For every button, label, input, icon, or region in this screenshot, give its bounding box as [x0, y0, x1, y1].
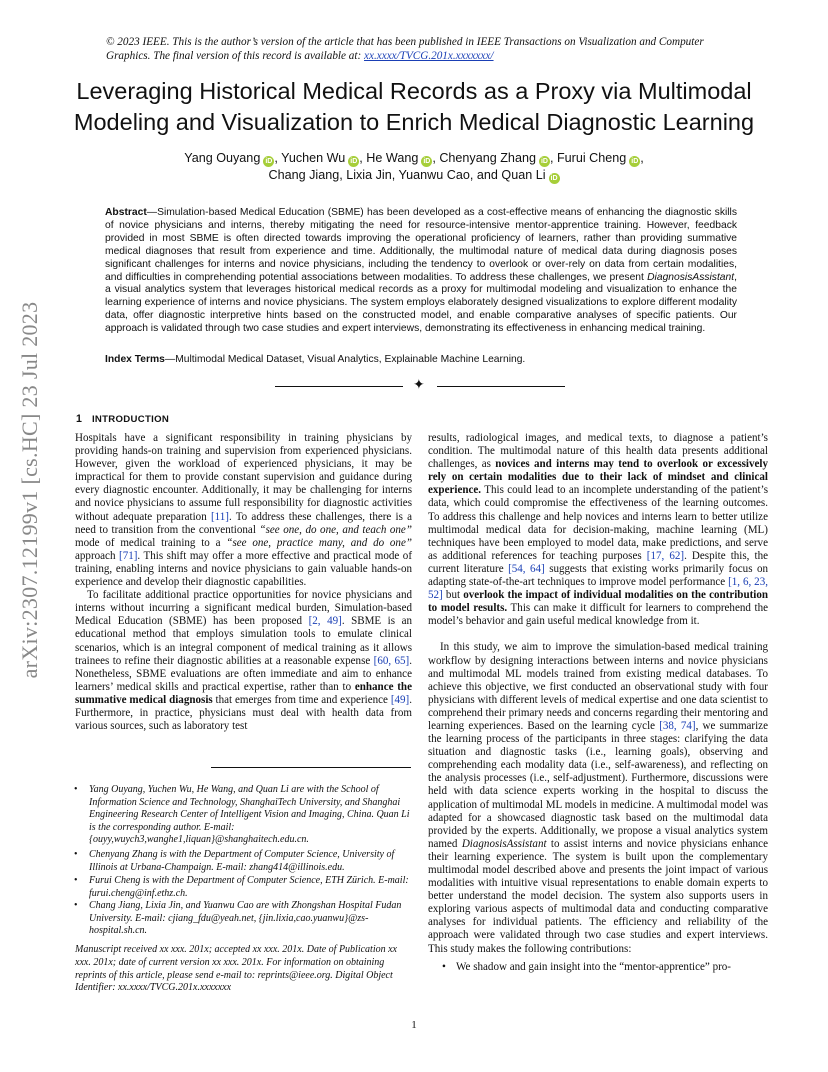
orcid-icon[interactable]: iD	[540, 158, 548, 165]
orcid-icon[interactable]: iD	[265, 158, 273, 165]
contribution-list-item: • We shadow and gain insight into the “mentor-apprentice” pro-	[442, 960, 731, 973]
right-column	[428, 432, 768, 974]
author-name: Yang Ouyang	[184, 151, 261, 165]
footnote: • Furui Cheng is with the Department of Computer Science, ETH Zürich. E-mail: furui.cheng@inf.ethz.ch.	[74, 875, 409, 899]
divider-line	[275, 386, 403, 387]
author-line-2	[100, 167, 728, 184]
citation-link[interactable]: [1, 6, 23, 52]	[428, 576, 768, 602]
author-name: Yuchen Wu	[281, 151, 346, 165]
paper-title: Leveraging Historical Medical Records as a Proxy via Multimodal Modeling and Visualization to Enrich Medical Diagnostic Learning	[73, 78, 755, 135]
author-list	[100, 150, 728, 184]
index-terms-label: Index Terms	[105, 354, 165, 365]
author-names: Chang Jiang, Lixia Jin, Yuanwu Cao, and Quan Li	[268, 168, 546, 182]
paragraph: To facilitate additional practice opportunities for novice physicians and interns without incurring a significant medical burden, Simulation-based Medical Education (SBME) has been proposed [2, 49]. SBME is an educational method that employs simulation tools to emulate clinical scenarios, which is an integral component of medical training as it allows trainees to refine their diagnostic abilities at a reasonable expense [60, 65]. Nonetheless, SBME evaluations are often immediate and aim to enhance learners’ medical skills and practical expertise, rather than to enhance the summative medical diagnosis that emerges from time and experience [49]. Furthermore, in practice, physicians must deal with health data from various sources, such as laboratory test	[75, 589, 412, 733]
author-line-1: Yang Ouyang iD , Yuchen Wu iD , He Wang iD , Chenyang Zhang iD , Furui Cheng iD ,	[184, 151, 644, 165]
citation-link[interactable]: [38, 74]	[659, 719, 696, 732]
paragraph: results, radiological images, and medical texts, to diagnose a patient’s condition. The multimodal nature of this health data presents additional challenges, as novices and interns may tend to overlook or excessively rely on certain modalities due to their lack of mindset and clinical experience. This could lead to an incomplete understanding of the patient’s data, which could compromise the effectiveness of the learning outcomes. To address this challenge and help novices and interns learn to better utilize multimodal medical data for decision-making, machine learning (ML) techniques have been employed to model data, make predictions, and serve as additional references for teaching purposes [17, 62]. Despite this, the current literature [54, 64] suggests that existing works primarily focus on adapting state-of-the-art techniques to improve model performance [1, 6, 23, 52] but overlook the impact of individual modalities on the contribution to model results. This can make it difficult for learners to comprehend the model’s behavior and gain useful medical knowledge from it.	[428, 432, 769, 628]
manuscript-info: Manuscript received xx xxx. 201x; accepted xx xxx. 201x. Date of Publication xx xxx. 201x; date of current version xx xxx. 201x. For information on obtaining reprints of this article, please send e-mail to: reprints@ieee.org. Digital Object Identifier: xx.xxxx/TVCG.201x.xxxxxxx	[75, 944, 397, 994]
doi-link[interactable]: xx.xxxx/TVCG.201x.xxxxxxx/	[364, 50, 494, 62]
abstract	[105, 207, 737, 336]
citation-link[interactable]: [11]	[210, 510, 229, 523]
section-title: INTRODUCTION	[91, 414, 170, 425]
citation-link[interactable]: [60, 65]	[373, 654, 410, 667]
index-terms	[105, 353, 737, 366]
page-number: 1	[411, 1019, 417, 1031]
orcid-icon[interactable]: iD	[423, 158, 431, 165]
author-name: Furui Cheng	[556, 151, 627, 165]
section-number: 1	[76, 413, 83, 425]
paragraph: In this study, we aim to improve the simulation-based medical training workflow by designing interactions between interns and novice physicians and multimodal ML models trained from existing medical databases. To achieve this objective, we first conducted an observational study with four physicians with different levels of medical expertise and one data scientist to comprehend their primary needs and concerns regarding their mentoring and learning experiences. Based on the learning cycle [38, 74], we summarize the learning process of the participants in three stages: clarifying the data situation and diagnostic tasks (i.e., learning goals), observing and comprehending each modality data (i.e., self-awareness), and reflecting on the analysis processes (i.e., self-adjustment). Furthermore, discussions were held with data science experts working in the hospital to discuss the application of multimodal ML models in medicine. A multimodal model was adapted for a showcased diagnostic task based on the multimodal data provided by the experts. Additionally, we propose a visual analytics system named DiagnosisAssistant to assist interns and novice physicians enhance their learning experience. The system is built upon the complementary multimodal model described above and presents the joint impact of various modalities with intuitive visual representations to enable domain experts to better understand the model decision. The system also supports users in exploring various aspects of multimodal data and conducting comparative analyses for individual patients. The efficiency and reliability of the approach were validated through two case studies and expert interviews. This study makes the following contributions:	[428, 641, 768, 955]
orcid-icon[interactable]: iD	[350, 158, 358, 165]
citation-link[interactable]: [71]	[119, 549, 138, 562]
orcid-icon[interactable]: iD	[550, 175, 558, 182]
footnote-rule	[211, 767, 411, 768]
footnote: • Chenyang Zhang is with the Department of Computer Science, University of Illinois at Urbana-Champaign. E-mail: zhang414@illinois.edu.	[74, 849, 395, 873]
system-name: DiagnosisAssistant	[647, 271, 735, 283]
left-column	[75, 432, 412, 733]
divider-line	[437, 386, 565, 387]
abstract-text: , a visual analytics system that leverages historical medical records as a proxy for multimodal modeling and visualization to enhance the learning experience of interns and novice physicians. The system employs elaborately designed visualizations to explore different modality data, offer diagnostic interpretive hints based on the constructed model, and enable comparative analyses of specific patients. Our approach is validated through two case studies and expert interviews, demonstrating its effectiveness in enhancing medical training.	[105, 271, 737, 335]
citation-link[interactable]: [54, 64]	[508, 562, 545, 575]
section-heading	[76, 413, 169, 425]
diamond-icon: ✦	[413, 378, 425, 393]
citation-link[interactable]: [2, 49]	[308, 615, 342, 628]
author-name: Chenyang Zhang	[439, 151, 536, 165]
abstract-label: Abstract	[105, 207, 147, 218]
copyright-notice: © 2023 IEEE. This is the author’s version of the article that has been published in IEEE Transactions on Visualization and Computer Graphics. The final version of this record is available at: xx.xxxx/TVCG.201x.xxxxxxx/	[106, 36, 704, 62]
footnote: • Chang Jiang, Lixia Jin, and Yuanwu Cao are with Zhongshan Hospital Fudan University. E-mail: cjiang_fdu@yeah.net, {jin.lixia,cao.yuanwu}@zs-hospital.sh.cn.	[74, 900, 402, 937]
index-terms-text: —Multimodal Medical Dataset, Visual Analytics, Explainable Machine Learning.	[164, 354, 526, 365]
section-divider	[275, 380, 565, 394]
citation-link[interactable]: [49]	[390, 693, 410, 706]
arxiv-stamp-text: arXiv:2307.12199v1 [cs.HC] 23 Jul 2023	[17, 301, 42, 679]
author-name: He Wang	[366, 151, 419, 165]
orcid-icon[interactable]: iD	[631, 158, 639, 165]
abstract-text: —Simulation-based Medical Education (SBME) has been developed as a cost-effective means of enhancing the diagnostic skills of novice physicians and interns, thereby mitigating the need for resource-intensive mentor-apprentice training. However, feedback provided in most SBME is often directed towards improving the operational proficiency of learners, rather than providing summative medical diagnoses that result from experience and time. Additionally, the multimodal nature of medical data during diagnosis poses significant challenges for interns and novice physicians, including the tendency to overlook or over-rely on data from certain modalities, and difficulties in comprehending potential associations between modalities. To address these challenges, we present	[105, 207, 737, 283]
paragraph: Hospitals have a significant responsibility in training physicians by providing hands-on training and supervision from experienced physicians. However, given the workload of experienced physicians, it may be impractical for them to provide constant supervision and guidance during every diagnostic encounter. Additionally, it may be challenging for interns and novice physicians to assume full responsibility for diagnostic activities without adequate preparation [11]. To address these challenges, there is a need to transition from the conventional “see one, do one, and teach one” mode of medical training to a “see one, practice many, and do one” approach [71]. This shift may offer a more effective and practical mode of training, enabling interns and novice physicians to gain valuable hands-on experience and develop their diagnostic capabilities.	[75, 432, 413, 589]
footnote: • Yang Ouyang, Yuchen Wu, He Wang, and Quan Li are with the School of Information Science and Technology, ShanghaiTech University, and Shanghai Engineering Research Center of Intelligent Vision and Imaging, China. Quan Li is the corresponding author. E-mail: {ouyy,wuych3,wanghe1,liquan}@shanghaitech.edu.cn.	[74, 784, 410, 846]
arxiv-stamp	[10, 300, 50, 680]
citation-link[interactable]: [17, 62]	[646, 549, 685, 562]
